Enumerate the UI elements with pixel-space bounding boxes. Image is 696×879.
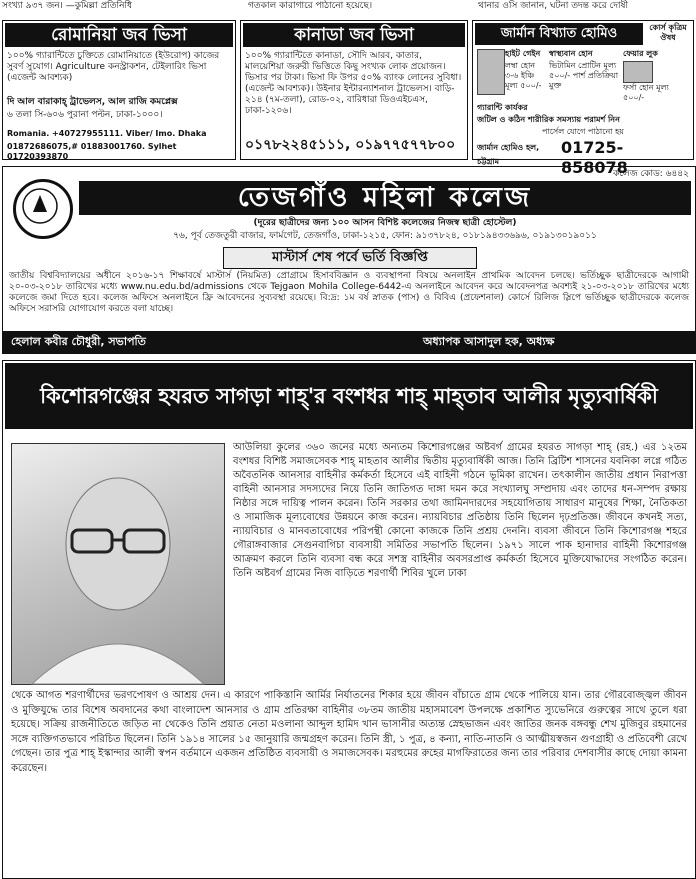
college-notice-title: মাস্টার্স শেষ পর্বে ভর্তি বিজ্ঞপ্তি [223, 247, 477, 269]
obituary-headline: কিশোরগঞ্জের হযরত সাগড়া শাহ্'র বংশধর শাহ্ মাহ্তাব আলীর মৃত্যুবার্ষিকী [5, 363, 693, 429]
college-code: কলেজ কোড: ৬৪৪২ [613, 169, 689, 179]
college-logo [13, 179, 73, 239]
ad-canada [240, 20, 468, 160]
ad-canada-title: কানাডা জব ভিসা [243, 23, 465, 47]
ad-romania-contact2: 01872686075,# 01883001760. Sylhet 01720393870 [7, 142, 177, 161]
college-hostel: (দূরের ছাত্রীদের জন্য ১০০ আসন বিশিষ্ট কলেজের নিজস্ব ছাত্রী হোস্টেল) [253, 218, 517, 228]
ad-romania-agency: দি আল বারাকাহ্ ট্রাভেলস, আল রাজি কমপ্লেক্স [7, 97, 178, 107]
ad-homeo-guarantee: গ্যারান্টি কার্যকর [477, 103, 528, 112]
college-logo-text [16, 182, 17, 183]
college-notice-body: জাতীয় বিশ্ববিদ্যালয়ের অধীনে ২০১৬-১৭ শিক্ষাবর্ষে মাস্টার্স (নিয়মিত) প্রোগ্রামে হিসাববিজ্ঞান ও ব্যবস্থাপনা বিষয়ে অনলাইন প্রাথমিক আবেদন চলছে। ভর্তিচ্ছুক ছাত্রীদেরকে আগামী ২০-০৩-২০১৮ তারিখের মধ্যে www.nu.edu.bd/admissions থেকে Tejgaon Mohila College-6442-এ অনলাইনে আবেদন করে আবেদনপত্র অবশ্যই ২১-০৩-২০১৮ তারিখের মধ্যে কলেজে জমা দিতে হবে। কলেজ অফিসে অনলাইনে ফ্রি আবেদনের সুব্যবস্থা রয়েছে। বি:দ্র: ১ম বর্ষ স্নাতক (পাস) ও বিবিএ (প্রফেশনাল) কোর্সে রিলিজ স্লিপে ভর্তিচ্ছুক ছাত্রীদেরকে কলেজ অফিসে সরাসরি যোগাযোগ করতে বলা যাচ্ছে। [9, 271, 689, 314]
college-president: হেলাল কবীর চৌধুরী, সভাপতি [11, 335, 146, 348]
college-notice [2, 166, 696, 354]
top-strip-right: থানার ওসি জানান, ঘটনা তদন্ত করে দোষী [478, 1, 629, 11]
portrait-figure-icon [12, 444, 224, 684]
obituary-full-text: থেকে আগত শরণার্থীদের ভরণপোষণ ও আশ্রয় দেন। এ কারণে পাকিস্তানি আর্মির নির্যাতনের শিকার হয়ে জীবন বাঁচাতে গ্রাম থেকে পালিয়ে যান। তার গৌরবোজ্জ্বল জীবন ও মুক্তিযুদ্ধে তার বিশেষ অবদানের কথা বাংলাদেশ আনসার ও গ্রাম প্রতিরক্ষা বাহিনীর ৩৮তম জাতীয় মহাসমাবেশ উপলক্ষে প্রকাশিত স্যুভেনিরে গুরুত্বের সাথে তুলে ধরা হয়েছে। সক্রিয় রাজনীতিতে জড়িত না থেকেও তিনি প্রয়াত নেতা মওলানা আব্দুল হামিদ খান ভাসানীর অত্যন্ত স্নেহভাজন এবং জাতির জনক বঙ্গবন্ধু শেখ মুজিবুর রহমানের সঙ্গে ব্যক্তিগতভাবে পরিচিত ছিলেন। তিনি ১৯১৪ সালের ১৫ জানুয়ারি জন্মগ্রহণ করেন। তিনি স্ত্রী, ১ পুত্র, ৪ কন্যা, নাতি-নাতনি ও আত্মীয়স্বজন গুণগ্রাহী ও প্রতিবেশী রেখে গেছেন। তার পুত্র শাহ্ ইস্কান্দার আলী স্বপন বর্তমানে একজন প্রতিষ্ঠিত ব্যবসায়ী ও সমাজসেবক। মরহুমের রুহের মাগফিরাতের জন্য তার পরিবার দেশবাসীর কাছে দোয়া কামনা করেছেন। [11, 690, 687, 774]
ad-homeo-item2: স্বাস্থ্যবান হোন [549, 49, 593, 58]
ad-romania [2, 20, 236, 160]
college-name: তেজগাঁও মহিলা কলেজ [79, 181, 691, 215]
ad-homeo-item2-sub: ভিটামিন প্রোটিন মূল্য ৫০০/- পার্শ প্রতিক্রিয়া মুক্ত [549, 61, 619, 90]
ad-romania-title: রোমানিয়া জব ভিসা [5, 23, 233, 47]
ad-homeo-photo-fair [623, 61, 653, 83]
ad-canada-phone: ০১৭৮২২৪৫১১১, ০১৯৭৭৫৭৭৮০০ [245, 137, 456, 153]
ad-homeo-phone: 01725-858078 [561, 138, 628, 177]
ad-homeo-shop: জার্মান হোমিও হল, চট্টগ্রাম [477, 143, 540, 166]
ad-homeo-badge: কোর্স কৃত্রিম ঔষধ [649, 23, 687, 42]
ad-homeo-item3: ফেয়ার লুক [623, 49, 658, 58]
ad-homeo-item1-sub: লম্বা হোন ৩-৬ ইঞ্চি মূল্য ৫০০/- [505, 61, 542, 90]
college-logo-icon [13, 179, 67, 233]
ad-homeo-item3-sub: ফর্সা হোন মূল্য ৫০০/- [623, 83, 669, 102]
obituary [2, 360, 696, 879]
top-strip-mid: গতকাল কারাগারে পাঠানো হয়েছে। [248, 1, 373, 11]
obituary-column-text: আউলিয়া কুলের ৩৬০ জনের মধ্যে অন্যতম কিশোরগঞ্জের অষ্টবর্গ গ্রামের হযরত সাগড়া শাহ্ (রহ.) এর ১২তম বংশধর বিশিষ্ট সমাজসেবক শাহ্ মাহতাব আলীর দ্বিতীয় মৃত্যুবার্ষিকী আজ। তিনি ব্রিটিশ শাসনের যবনিকা লগ্নে গঠিত অবৈতনিক আনসার বাহিনীর কর্মকর্তা হিসেবে এই বাহিনী গঠনে ভূমিকা রাখেন। তৎকালীন জাতীয় প্রধান নিরাপত্তা বাহিনী আনসার সদস্যদের নিয়ে তিনি জাতিগত দাঙ্গা দমন করে সংখ্যালঘু সম্প্রদায় এবং তাদের ধন-সম্পদ রক্ষায় নিষ্ঠার সঙ্গে দায়িত্ব পালন করেন। তিনি সরকার তথা জামিনদারদের সহযোগিতায় সাধারণ মানুষের শিক্ষা, নৈতিকতা ও সামাজিক মূল্যবোধের উন্নয়নে কাজ করেন। ন্যায়বিচার প্রতিষ্ঠায় তিনি ছিলেন দৃঢ়প্রতিজ্ঞ। জীবনে কখনই সত্য, ন্যায়বিচার ও মানবতাবোধের পরিপন্থী কোনো কাজকে তিনি প্রশ্রয় দেননি। ব্যবসা জীবনে তিনি কিশোরগঞ্জ শহরে গৌরাঙ্গবাজার সেগুনবাগিচা ব্যবসায়ী সমিতির সভাপতি ছিলেন। ১৯৭১ সালে পাক হানাদার বাহিনী কিশোরগঞ্জ আক্রমণ করলে তিনি ব্যবসা বন্ধ করে সশস্ত্র বাহিনীর অবসরপ্রাপ্ত কর্মকর্তা হিসেবে মুক্তিযোদ্ধাদের সংগঠিত করেন। তিনি অষ্টবর্গ গ্রামের নিজ বাড়িতে শরণার্থী শিবির খুলে ঢাকা [233, 442, 687, 579]
college-address: ৭৬, পূর্ব তেজতুরী বাজার, ফার্মগেট, তেজগাঁও, ঢাকা-১২১৫, ফোন: ৯১৩৭৮২৪, ০১৮১৯৪৩৩৬৯৬, ০১৯১৩০১৯০১১ [173, 231, 597, 241]
ad-homeo-parcel: পার্সেল যোগে পাঠানো হয় [541, 127, 625, 136]
ad-homeo-photo-height [477, 49, 505, 95]
ad-romania-body: ১০০% গ্যারান্টিতে চুক্তিতে রোমানিয়াতে (ইউরোপ) কাজের সুবর্ণ সুযোগ। Agriculture কনস্ট্রাকশন, টেইলারিং ভিসা (এজেন্ট আবশ্যক) [7, 51, 220, 83]
ad-romania-contact1: Romania. +40727955111. Viber/ Imo. Dhaka [7, 129, 207, 138]
top-strip-left: সংখ্যা ৯৩৭ জন। —কুমিল্লা প্রতিনিধি [2, 1, 133, 11]
ad-romania-address: ৬ তলা সি-৬০৬ পুরানা পল্টন, ঢাকা-১০০০। [7, 110, 163, 120]
college-signatures [3, 331, 695, 353]
top-strip [0, 0, 696, 14]
obituary-portrait [11, 443, 225, 685]
ad-homeo-item1: হাইট গেইন [505, 49, 541, 58]
college-principal: অধ্যাপক আসাদুল হক, অধ্যক্ষ [423, 335, 555, 348]
ad-canada-body: ১০০% গ্যারান্টিতে কানাডা, সৌদি আরব, কাতার, মালয়েশিয়া জরুরী ভিত্তিতে কিছু সংখ্যক লোক প্রয়োজন। ভিসার পর টাকা। ভিসা ফি উপর ৫০% ব্যাংক লোনের সুবিধা। (এজেন্ট আবশ্যক)। উইনার ইন্টারন্যাশনাল ট্রাভেলস। বাড়ি- ২১৪ (৭ম-তলা), রোড-০২, বারিধারা ডিওএইচএস, ঢাকা-১২০৬। [245, 51, 462, 116]
ad-homeo-title: জার্মান বিখ্যাত হোমিও [475, 23, 643, 45]
ad-homeo-note: জটিল ও কঠিন শারীরিক সমস্যায় পরামর্শ নিন [477, 115, 620, 124]
